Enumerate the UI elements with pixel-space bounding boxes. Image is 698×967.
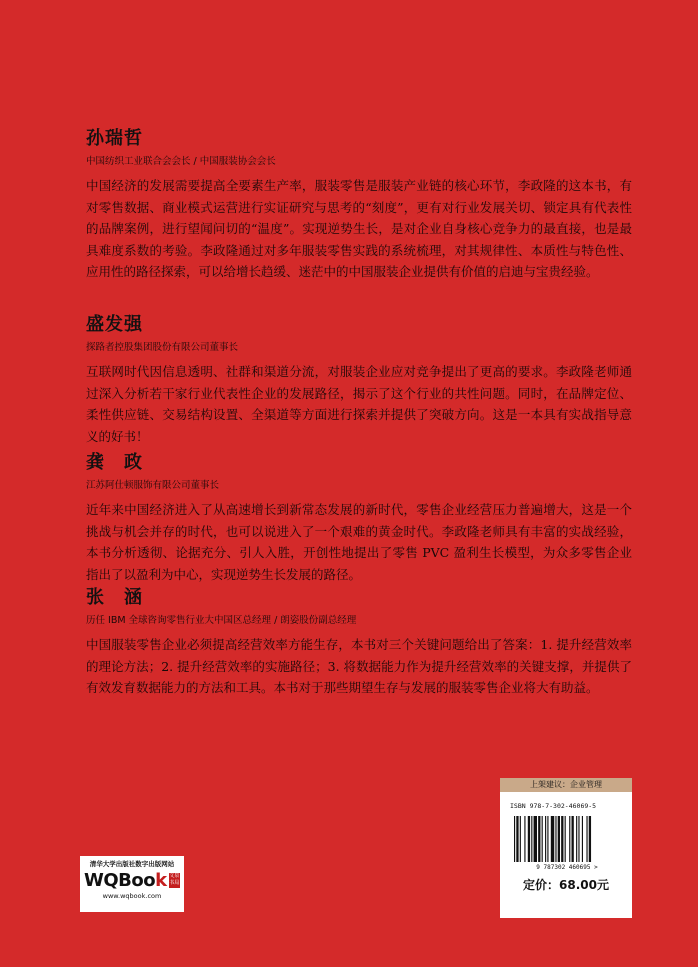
barcode-bar — [572, 816, 574, 862]
barcode-bar — [578, 816, 579, 862]
endorser-role: 探路者控股集团股份有限公司董事长 — [86, 342, 239, 353]
barcode-icon — [514, 816, 620, 862]
barcode-bar — [534, 816, 537, 862]
barcode-bar — [524, 816, 525, 862]
barcode-bar — [528, 816, 530, 862]
barcode-bar — [520, 816, 521, 862]
barcode-digits: 9 787302 460695 > — [536, 864, 598, 871]
barcode-bar — [551, 816, 554, 862]
endorsement-text: 近年来中国经济进入了从高速增长到新常态发展的新时代，零售企业经营压力普遍增大，这是一个挑战与机会并存的时代，也可以说进入了一个艰难的黄金时代。李政隆老师具有丰富的实战经验，本书分析透彻、论据充分、引人入胜，开创性地提出了零售 PVC 盈利生长模型，为众多零售企业指出了以盈利为中心，实现逆势生长发展的路径。 — [86, 502, 632, 582]
barcode-bar — [558, 816, 560, 862]
shelf-suggestion: 上架建议：企业管理 — [500, 778, 632, 792]
barcode-bar — [589, 816, 591, 862]
barcode-bar — [565, 816, 566, 862]
isbn-text: ISBN 978-7-302-46069-5 — [510, 802, 597, 810]
barcode-bar — [542, 816, 543, 862]
endorsement-2 — [86, 310, 632, 460]
barcode-bar — [576, 816, 577, 862]
endorsement-text: 互联网时代因信息透明、社群和渠道分流，对服装企业应对竞争提出了更高的要求。李政隆老师通过深入分析若干家行业代表性企业的发展路径，揭示了这个行业的共性问题。同时，在品牌定位、柔性供应链、交易结构设置、全渠道等方面进行探索并提供了突破方向。这是一本具有实战指导意义的好书！ — [86, 364, 632, 444]
endorser-name: 龚 政 — [86, 452, 143, 473]
barcode-bar — [555, 816, 556, 862]
endorser-name: 孙瑞哲 — [86, 128, 143, 149]
endorsement-3 — [86, 448, 632, 598]
publisher-tagline: 清华大学出版社数字出版网站 — [89, 860, 175, 868]
endorsement-4 — [86, 583, 632, 711]
wqbook-wordmark — [84, 870, 167, 891]
endorser-role: 历任 IBM 全球咨询零售行业大中国区总经理 / 朗姿股份副总经理 — [86, 615, 357, 626]
barcode-bar — [586, 816, 587, 862]
barcode-bar — [514, 816, 515, 862]
barcode-panel — [500, 778, 632, 918]
endorser-name: 盛发强 — [86, 314, 143, 335]
barcode-bar — [531, 816, 532, 862]
seal-icon: 文泉书局 — [169, 873, 180, 886]
wordmark-main: WQBoo — [84, 870, 156, 891]
publisher-url: www.wqbook.com — [102, 892, 162, 900]
endorser-name: 张 涵 — [86, 587, 143, 608]
endorser-role: 中国纺织工业联合会会长 / 中国服装协会会长 — [86, 156, 276, 167]
barcode-bar — [582, 816, 583, 862]
endorsement-1 — [86, 124, 632, 295]
barcode-bar — [545, 816, 546, 862]
barcode-bar — [547, 816, 548, 862]
barcode-bar — [569, 816, 570, 862]
endorser-role: 江苏阿仕顿服饰有限公司董事长 — [86, 480, 220, 491]
publisher-logo — [80, 856, 184, 912]
price-label: 定价：68.00元 — [523, 878, 609, 892]
endorsement-text: 中国服装零售企业必须提高经营效率方能生存，本书对三个关键问题给出了答案：1. 提升经营效率的理论方法；2. 提升经营效率的实施路径；3. 将数据能力作为提升经营效率的关键支撑，并提供了有效发育数据能力的方法和工具。本书对于那些期望生存与发展的服装零售企业将大有助益。 — [86, 637, 632, 695]
endorsement-text: 中国经济的发展需要提高全要素生产率，服装零售是服装产业链的核心环节，李政隆的这本书，有对零售数据、商业模式运营进行实证研究与思考的“刻度”，更有对行业发展关切、锁定具有代表性的品牌案例，进行望闻问切的“温度”。实现逆势生长，是对企业自身核心竞争力的最直接，也是最具难度系数的考验。李政隆通过对多年服装零售实践的系统梳理，对其规律性、本质性与特色性、应用性的路径探索，可以给增长趋缓、迷茫中的中国服装企业提供有价值的启迪与宝贵经验。 — [86, 178, 632, 279]
wordmark-k: k — [155, 870, 167, 891]
barcode-bar — [538, 816, 540, 862]
barcode-bar — [516, 816, 518, 862]
barcode-bar — [561, 816, 563, 862]
